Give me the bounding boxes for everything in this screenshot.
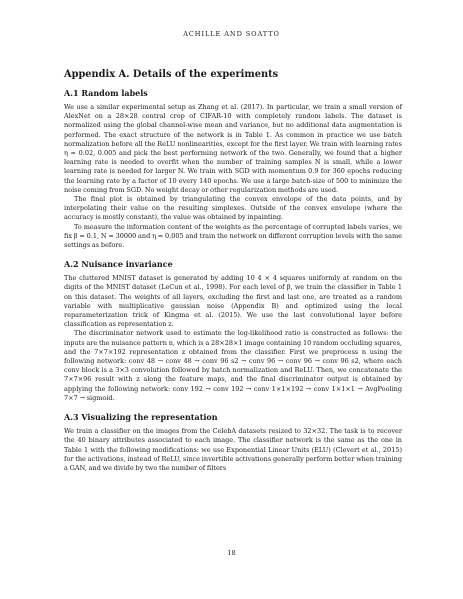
section-spacer	[64, 403, 402, 412]
section-spacer	[64, 250, 402, 259]
paragraph: The final plot is obtained by triangulating the convex envelope of the data points, and by interpolating their value on the resulting simplexes. Outside of the convex envelope (where the accuracy is mostly constant), the value was obtained by inpainting.	[64, 195, 402, 222]
running-head: ACHILLE AND SOATTO	[183, 30, 280, 38]
paragraph: The discriminator network used to estimate the log-likelihood ratio is constructed as follows: the inputs are the nuisance pattern n, which is a 28×28×1 image containing 10 random occluding squares, and the 7×7×192 representation z obtained from the classifier. First we preprocess n using the following network: conv 48 → conv 48 → conv 96 s2 → conv 96 → conv 96 → conv 96 s2, where each conv block is a 3×3 convolution followed by batch normalization and ReLU. Then, we concatenate the 7×7×96 result with z along the feature maps, and the final discriminator output is obtained by applying the following network: conv 192 → conv 192 → conv 1×1×192 → conv 1×1×1 → AvgPooling 7×7 → sigmoid.	[64, 329, 402, 402]
section-visualizing-representation	[64, 412, 402, 473]
paragraph: The cluttered MNIST dataset is generated by adding 10 4 × 4 squares uniformly at random on the digits of the MNIST dataset (LeCun et al., 1998). For each level of β, we train the classifier in Table 1 on this dataset. The weights of all layers, excluding the first and last one, are treated as a random variable with multiplicative gaussian noise (Appendix B) and optimized using the local reparameterization trick of Kingma et al. (2015). We use the last convolutional layer before classification as representation z.	[64, 274, 402, 329]
page-body	[64, 62, 402, 473]
paragraph: We use a similar experimental setup as Zhang et al. (2017). In particular, we train a small version of AlexNet on a 28×28 central crop of CIFAR-10 with completely random labels. The dataset is normalized using the global channel-wise mean and variance, but no additional data augmentation is performed. The exact structure of the network is in Table 1. As common in practice we use batch normalization before all the ReLU nonlinearities, except for the first layer. We train with learning rates η = 0.02, 0.005 and pick the best performing network of the two. Generally, we found that a higher learning rate is needed to overfit when the number of training samples N is small, while a lower learning rate is needed for larger N. We train with SGD with momentum 0.9 for 360 epochs reducing the learning rate by a factor of 10 every 140 epochs. We use a large batch-size of 500 to minimize the noise coming from SGD. No weight decay or other regularization methods are used.	[64, 103, 402, 194]
paragraph: We train a classifier on the images from the CelebA datasets resized to 32×32. The task is to recover the 40 binary attributes associated to each image. The classifier network is the same as the one in Table 1 with the following modifications: we use Exponential Linear Units (ELU) (Clevert et al., 2015) for the activations, instead of ReLU, since invertible activations generally perform better when training a GAN, and we divide by two the number of filters	[64, 427, 402, 472]
section-title: A.2 Nuisance invariance	[64, 259, 173, 270]
paragraph: To measure the information content of the weights as the percentage of corrupted labels varies, we fix β = 0.1, N = 30000 and η = 0.005 and train the network on different corruption levels with the same settings as before.	[64, 222, 402, 250]
section-title: A.1 Random labels	[64, 88, 148, 98]
section-title: A.3 Visualizing the representation	[64, 412, 218, 423]
section-random-labels	[64, 88, 402, 250]
section-nuisance-invariance	[64, 259, 402, 403]
page-number: 18	[227, 549, 236, 557]
appendix-title: Appendix A. Details of the experiments	[64, 69, 279, 80]
